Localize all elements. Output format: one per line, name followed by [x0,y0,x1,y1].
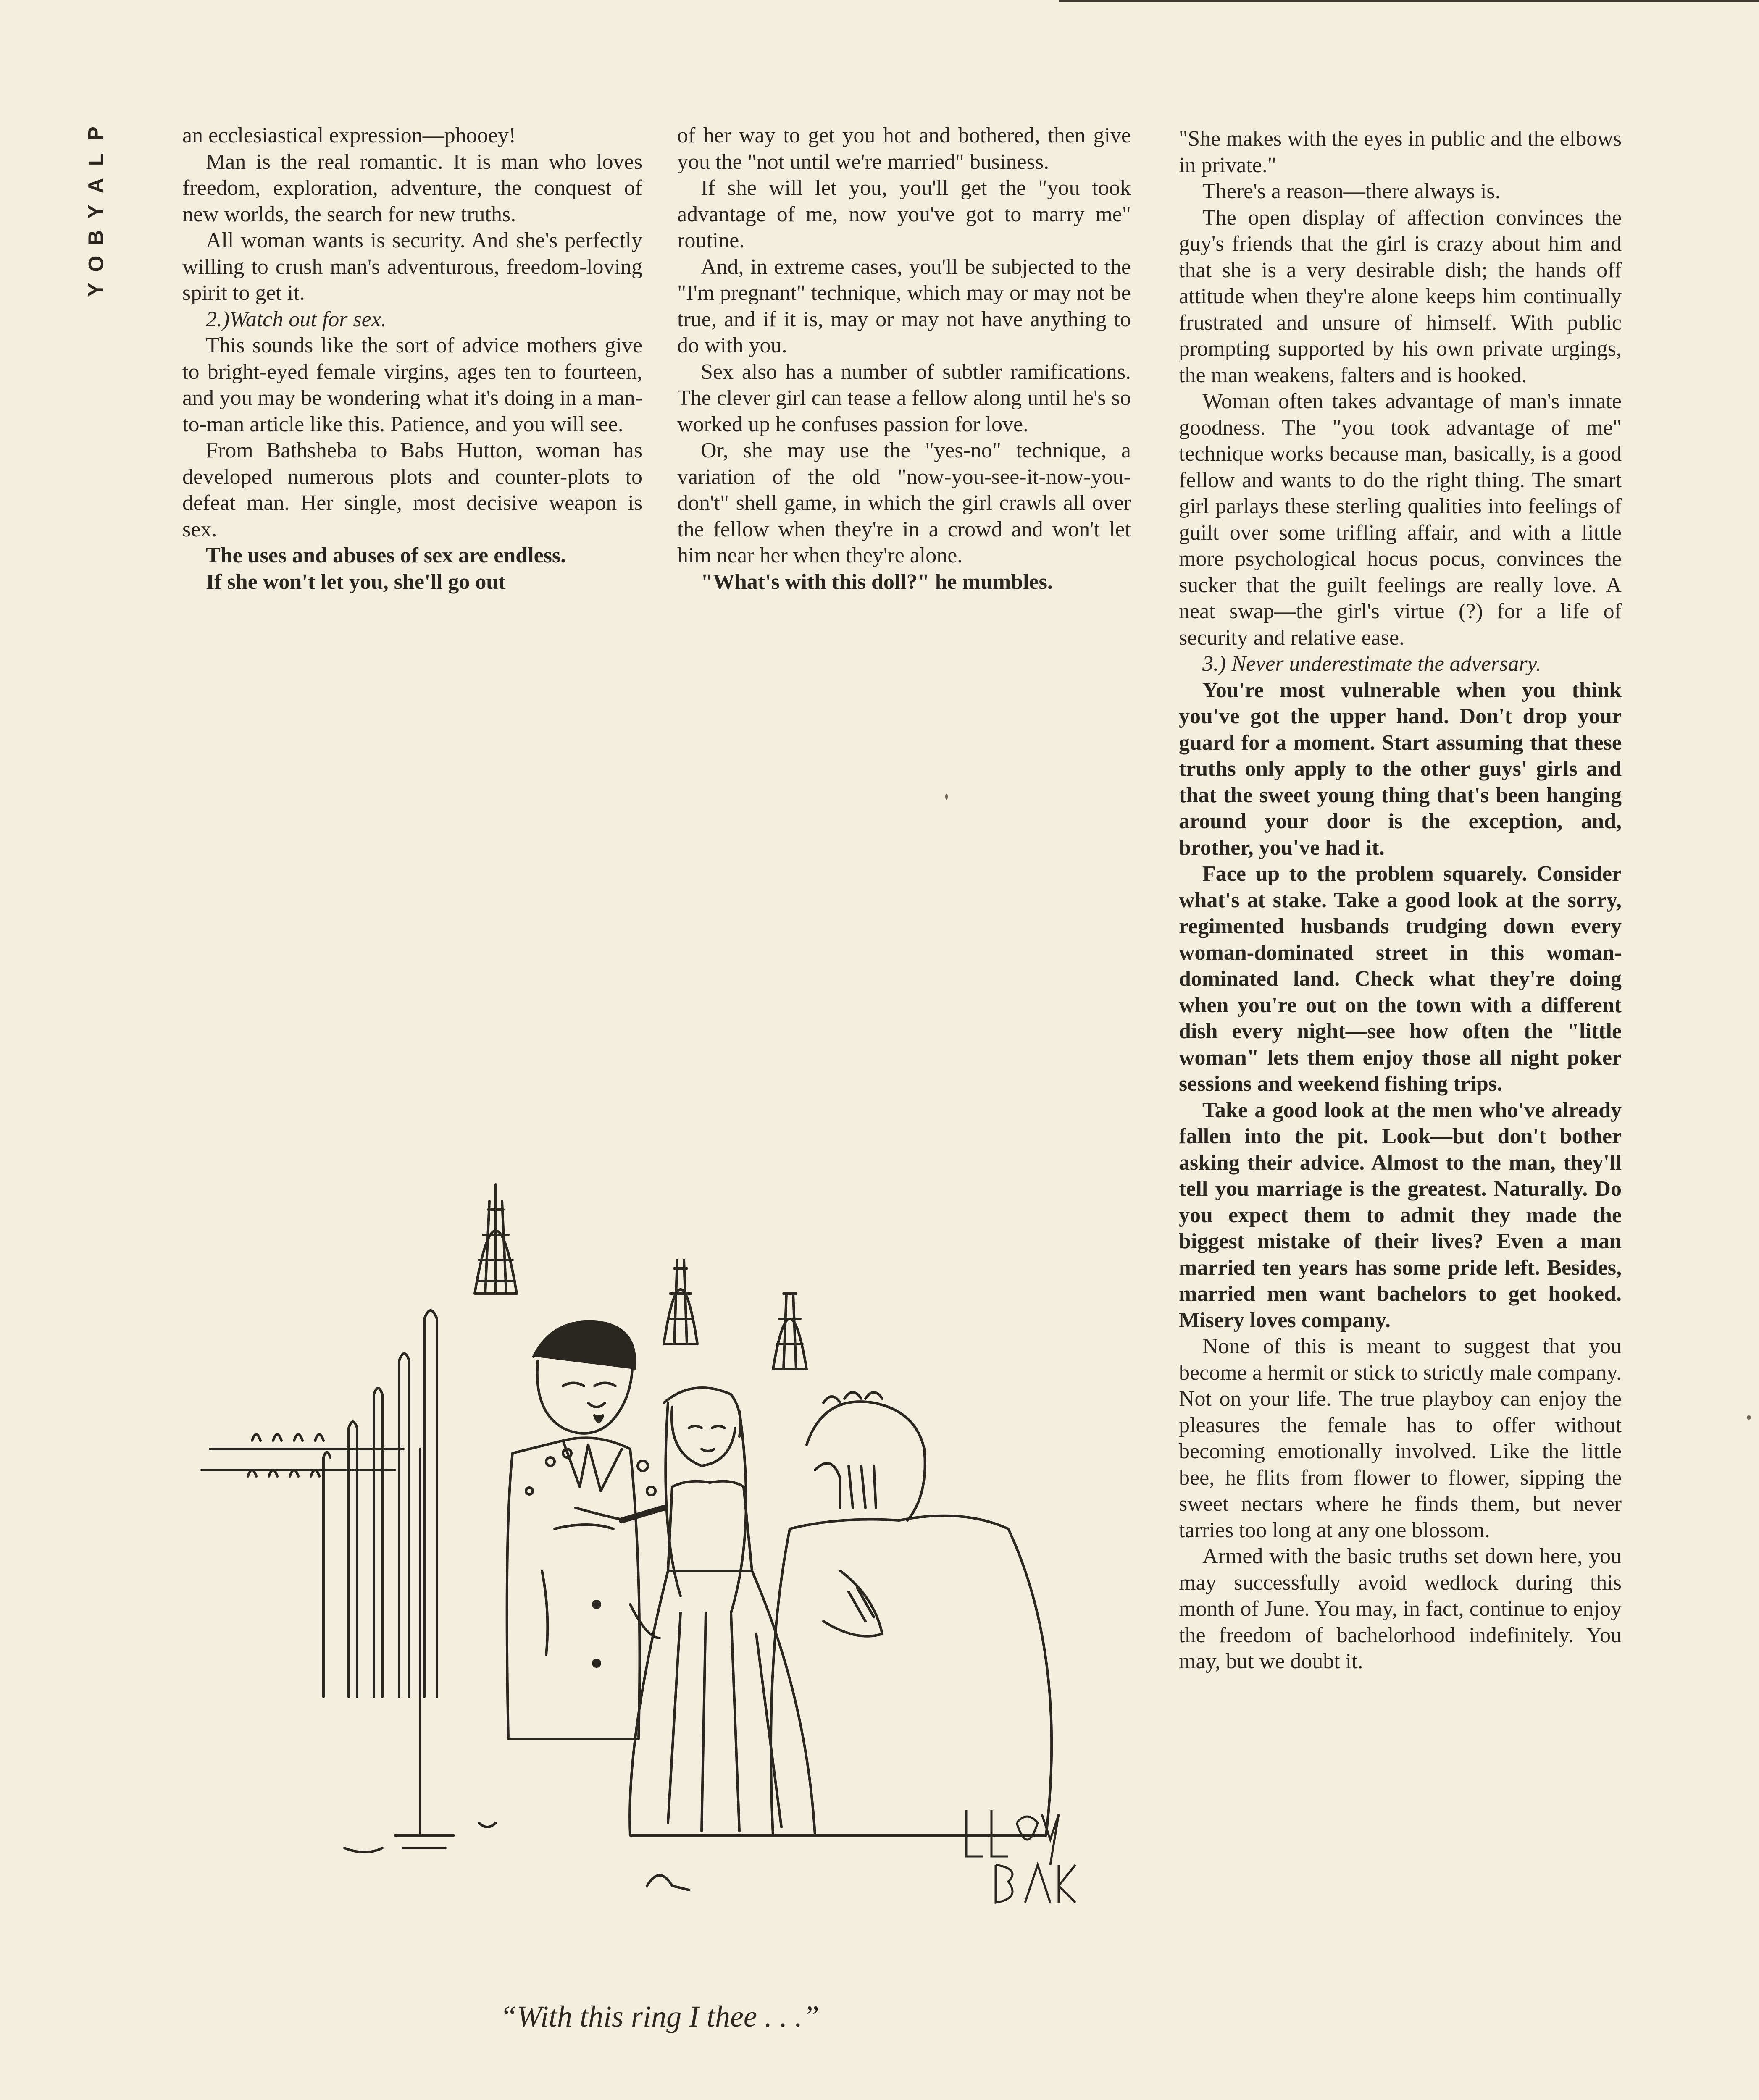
paragraph: There's a reason—there always is. [1202,179,1501,203]
paragraph: If she will let you, you'll get the "you took advantage of me, now you've got to marry me" routine. [677,176,1131,252]
paragraph: Or, she may use the "yes-no" technique, a variation of the old "now-you-see-it-now-you-don't" shell game, in which the girl crawls all over the fellow when they're in a crowd and won't let him near her when they're alone. [677,438,1131,567]
paragraph: "She makes with the eyes in public and the elbows in private." [1179,127,1622,177]
cathedral-window [475,1184,517,1294]
minister-figure [771,1392,1052,1835]
organ-pipes [202,1310,454,1852]
paragraph: Woman often takes advantage of man's innate goodness. The "you took advantage of me" technique works because man, basically, is a good fellow and wants to do the right thing. The smart girl parlays these sterling qualities into feelings of guilt over some trifling affair, and with a little more psychological hocus pocus, convinces the sucker that the guilt feelings are really love. A neat swap—the girl's virtue (?) for a life of security and relative ease. [1179,389,1622,650]
article-column-1 [182,123,642,595]
running-title-letter: O [84,255,108,272]
paragraph: Sex also has a number of subtler ramifications. The clever girl can tease a fellow along until he's so worked up he confuses passion for love. [677,360,1131,436]
section-heading: 3.) Never underestimate the adversary. [1202,652,1541,676]
wedding-cartoon [185,1025,1122,1928]
paragraph: Face up to the problem squarely. Consider what's at stake. Take a good look at the sorry, regimented husbands trudging down every woman-dominated street in this woman-dominated land. Check what they're doing when you're out on the town with a different dish every night—see how often the "little woman" lets them enjoy those all night poker sessions and weekend fishing trips. [1179,862,1622,1096]
article-column-2 [677,123,1131,595]
paragraph: All woman wants is security. And she's perfectly willing to crush man's adventurous, freedom-loving spirit to get it. [182,228,642,305]
cartoon-caption: “With this ring I thee . . .” [500,2000,820,2033]
paragraph: If she won't let you, she'll go out [206,570,506,594]
running-title-letter: B [84,230,108,246]
cathedral-window [773,1294,807,1369]
running-title [83,121,108,303]
paragraph: You're most vulnerable when you think you've got the upper hand. Don't drop your guard for a moment. Start assuming that these truths only apply to the other guys' girls and that the sweet young thing that's been hanging around your door is the exception, and, brother, you've had it. [1179,678,1622,860]
article-column-3 [1179,126,1622,1675]
print-speck [1747,1415,1751,1420]
running-title-letter: P [84,126,108,141]
paragraph: From Bathsheba to Babs Hutton, woman has developed numerous plots and counter-plots to defeat man. Her single, most decisive weapon is sex. [182,438,642,541]
cathedral-window [664,1260,697,1344]
running-title-letter: Y [84,205,108,219]
paragraph: Take a good look at the men who've already fallen into the pit. Look—but don't bother asking their advice. Almost to the man, they'll tell you marriage is the greatest. Naturally. Do you expect them to admit they made the biggest mistake of their lives? Even a man married ten years has some pride left. Besides, married men want bachelors to get hooked. Misery loves company. [1179,1098,1622,1332]
paragraph: Man is the real romantic. It is man who loves freedom, exploration, adventure, the conquest of new worlds, the search for new truths. [182,150,642,226]
paragraph: Armed with the basic truths set down here, you may successfully avoid wedlock during this month of June. You may, in fact, continue to enjoy the freedom of bachelorhood indefinitely. You may, but we doubt it. [1179,1544,1622,1673]
bride-figure [630,1388,815,1835]
artist-signature [966,1810,1075,1903]
running-title-letter: L [84,153,108,166]
section-heading: 2.)Watch out for sex. [206,307,387,331]
paragraph: This sounds like the sort of advice mothers give to bright-eyed female virgins, ages ten to fourteen, and you may be wondering what it's doing in a man-to-man article like this. Patience, and you will see. [182,333,642,436]
top-rule [1059,0,1759,2]
paragraph: And, in extreme cases, you'll be subjected to the "I'm pregnant" technique, which may or may not be true, and if it is, may or may not have anything to do with you. [677,255,1131,357]
running-title-letter: A [84,178,108,194]
paragraph: "What's with this doll?" he mumbles. [701,570,1053,594]
running-title-letter: Y [84,283,108,297]
paragraph: an ecclesiastical expression—phooey! [182,123,516,147]
paragraph: The open display of affection convinces the guy's friends that the girl is crazy about him and that she is a very desirable dish; the hands off attitude when they're alone keeps him continually frustrated and unsure of himself. With public prompting supported by his own private urgings, the man weakens, falters and is hooked. [1179,205,1622,387]
groom-figure [507,1322,664,1739]
paragraph: The uses and abuses of sex are endless. [206,543,566,567]
print-speck [945,794,948,800]
paragraph: None of this is meant to suggest that you become a hermit or stick to strictly male company. Not on your life. The true playboy can enjoy the pleasures the female has to offer without becoming emotionally involved. Like the little bee, he flits from flower to flower, sipping the sweet nectars where he finds them, but never tarries too long at any one blossom. [1179,1334,1622,1542]
paragraph: of her way to get you hot and bothered, then give you the "not until we're married" business. [677,123,1131,174]
